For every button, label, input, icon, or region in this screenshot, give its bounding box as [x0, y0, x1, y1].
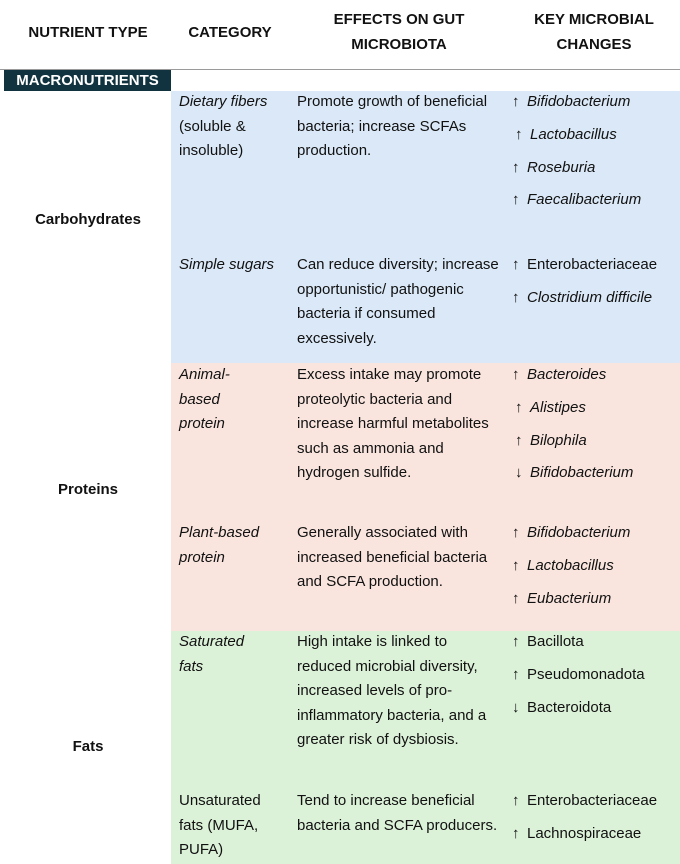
microbes-cell: [512, 523, 680, 621]
group-name: Fats: [72, 738, 104, 755]
header-effects: EFFECTS ON GUT MICROBIOTA: [333, 11, 465, 53]
microbe-item: ↑ Lachnospiraceae: [512, 824, 642, 842]
group-carbohydrates: [0, 91, 680, 363]
group-name: Proteins: [57, 481, 118, 498]
category-cell: Plant-based protein: [179, 524, 260, 566]
category-cell: Unsaturated fats (MUFA, PUFA): [179, 792, 261, 858]
microbe-item: ↑ Clostridium difficile: [512, 288, 653, 306]
effect-cell: Tend to increase beneficial bacteria and SCFA producers.: [297, 792, 498, 834]
category-cell: Saturated fats: [179, 633, 245, 675]
header-nutrient-type: NUTRIENT TYPE: [28, 24, 148, 41]
header-category: CATEGORY: [188, 24, 272, 41]
microbe-item: ↑ Faecalibacterium: [512, 191, 642, 209]
effect-cell: High intake is linked to reduced microbial diversity, increased levels of pro-inflammatory bacteria, and a greater risk of dysbiosis.: [297, 633, 487, 748]
category-cell: Animal-based protein: [179, 366, 230, 432]
microbe-item: ↓ Bifidobacterium: [515, 464, 634, 482]
microbe-item: ↑ Roseburia: [512, 158, 596, 176]
microbe-item: ↑ Eubacterium: [512, 589, 612, 607]
microbe-item: ↑ Bilophila: [515, 431, 587, 449]
effect-cell: Can reduce diversity; increase opportunistic/ pathogenic bacteria if consumed excessively.: [297, 256, 499, 347]
header-key-changes: KEY MICROBIAL CHANGES: [534, 11, 654, 53]
microbes-cell: [512, 255, 680, 321]
group-fats: [0, 631, 680, 864]
microbe-item: ↑ Lactobacillus: [512, 556, 614, 574]
category-cell: Dietary fibers (soluble & insoluble): [179, 93, 268, 159]
microbe-item: ↑ Alistipes: [515, 398, 586, 416]
microbes-cell: [512, 791, 680, 857]
microbe-item: ↑ Lactobacillus: [515, 125, 617, 143]
effect-cell: Excess intake may promote proteolytic bacteria and increase harmful metabolites such as ammonia and hydrogen sulfide.: [297, 366, 489, 481]
microbe-item: ↑ Pseudomonadota: [512, 665, 645, 683]
microbe-item: ↑ Enterobacteriaceae: [512, 256, 658, 273]
microbe-item: ↑ Bifidobacterium: [512, 524, 631, 541]
group-name: Carbohydrates: [35, 211, 141, 228]
microbe-item: ↑ Bifidobacterium: [512, 93, 631, 110]
group-proteins: [0, 363, 680, 631]
microbe-item: ↑ Enterobacteriaceae: [512, 792, 658, 809]
section-label-macronutrients: MACRONUTRIENTS: [4, 70, 171, 91]
effect-cell: Generally associated with increased beneficial bacteria and SCFA production.: [297, 524, 488, 590]
microbes-cell: [512, 92, 680, 223]
section-row: [0, 70, 680, 91]
microbes-cell: [512, 632, 680, 730]
microbe-item: ↑ Bacillota: [512, 633, 584, 650]
table-header: [0, 0, 680, 70]
microbe-item: ↑ Bacteroides: [512, 366, 607, 383]
microbes-cell: [512, 365, 680, 496]
effect-cell: Promote growth of beneficial bacteria; increase SCFAs production.: [297, 93, 488, 159]
category-cell: Simple sugars: [179, 256, 275, 273]
microbe-item: ↓ Bacteroidota: [512, 698, 612, 716]
